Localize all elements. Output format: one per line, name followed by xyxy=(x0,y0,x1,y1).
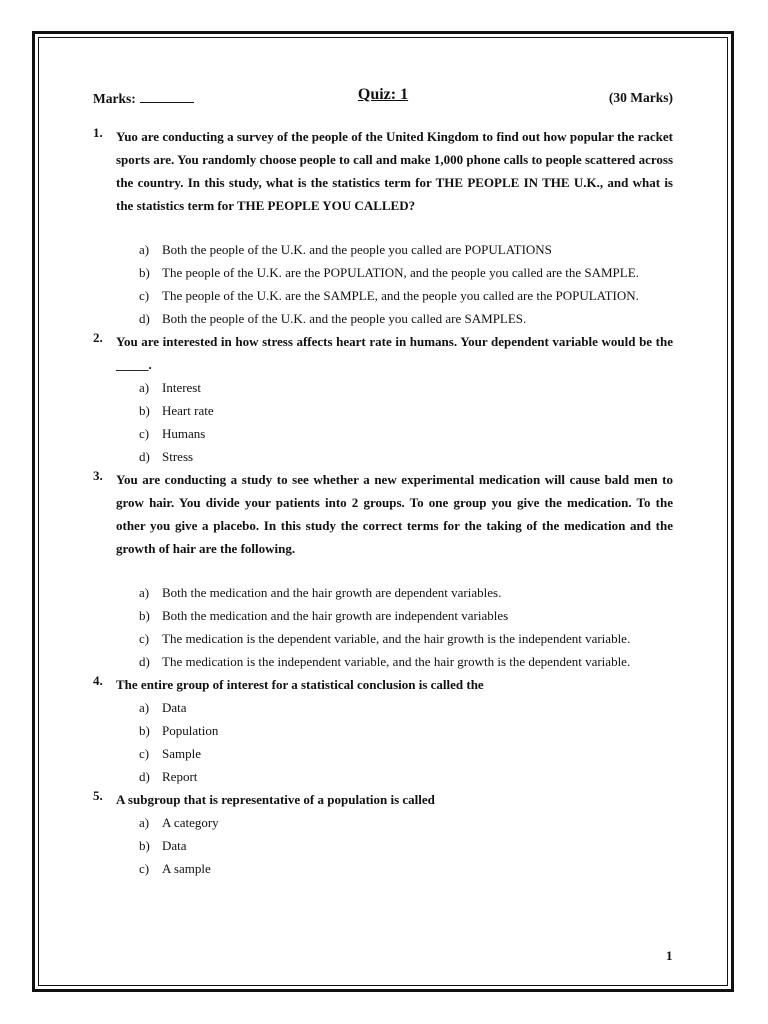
question-3 xyxy=(93,468,673,673)
question-number: 1. xyxy=(93,125,103,140)
answer-option xyxy=(116,811,673,834)
question-1 xyxy=(93,125,673,330)
answer-option xyxy=(116,765,673,788)
quiz-content xyxy=(93,86,673,880)
option-text: A category xyxy=(162,815,219,830)
option-text: Both the medication and the hair growth are dependent variables. xyxy=(162,585,502,600)
option-letter: a) xyxy=(139,242,150,257)
option-text: Sample xyxy=(162,746,201,761)
answer-option xyxy=(116,834,673,857)
question-text: The entire group of interest for a statistical conclusion is called the xyxy=(116,677,484,692)
option-letter: b) xyxy=(139,723,150,738)
question-4 xyxy=(93,673,673,788)
marks-label: Marks: xyxy=(93,91,136,106)
question-5 xyxy=(93,788,673,880)
question-number: 4. xyxy=(93,673,103,688)
answer-option xyxy=(116,422,673,445)
option-text: Both the medication and the hair growth are independent variables xyxy=(162,608,509,623)
option-letter: b) xyxy=(139,608,150,623)
quiz-header xyxy=(93,86,673,112)
answer-option xyxy=(116,261,673,284)
answer-options xyxy=(116,581,673,673)
option-letter: a) xyxy=(139,380,150,395)
option-text: Both the people of the U.K. and the people you called are POPULATIONS xyxy=(162,242,552,257)
answer-option xyxy=(116,376,673,399)
answer-options xyxy=(116,811,673,880)
option-letter: c) xyxy=(139,288,150,303)
answer-option xyxy=(116,719,673,742)
option-text: The medication is the dependent variable, and the hair growth is the independent variable. xyxy=(162,631,631,646)
option-text: Data xyxy=(162,838,187,853)
question-text: You are conducting a study to see whether a new experimental medication will cause bald men to grow hair. You divide your patients into 2 groups. To one group you give the medication. To the other you give a placebo. In this study the correct terms for the taking of the medication and the growth of hair are the following. xyxy=(116,472,673,556)
question-text: Yuo are conducting a survey of the people of the United Kingdom to find out how popular the racket sports are. You randomly choose people to call and make 1,000 phone calls to people scattered across the country. In this study, what is the statistics term for THE PEOPLE IN THE U.K., and what is the statistics term for THE PEOPLE YOU CALLED? xyxy=(116,129,673,213)
option-letter: c) xyxy=(139,861,150,876)
option-letter: c) xyxy=(139,426,150,441)
option-text: Data xyxy=(162,700,187,715)
question-number: 5. xyxy=(93,788,103,803)
question-2 xyxy=(93,330,673,468)
option-letter: a) xyxy=(139,700,150,715)
option-text: The people of the U.K. are the SAMPLE, and the people you called are the POPULATION. xyxy=(162,288,639,303)
option-letter: b) xyxy=(139,265,150,280)
option-text: Heart rate xyxy=(162,403,214,418)
option-letter: d) xyxy=(139,654,150,669)
answer-option xyxy=(116,581,673,604)
option-text: Interest xyxy=(162,380,201,395)
question-text: A subgroup that is representative of a population is called xyxy=(116,792,435,807)
answer-option xyxy=(116,445,673,468)
option-letter: c) xyxy=(139,631,150,646)
option-letter: a) xyxy=(139,585,150,600)
option-letter: b) xyxy=(139,838,150,853)
answer-option xyxy=(116,604,673,627)
answer-option xyxy=(116,857,673,880)
option-text: The people of the U.K. are the POPULATION, and the people you called are the SAMPLE. xyxy=(162,265,639,280)
answer-option xyxy=(116,696,673,719)
answer-options xyxy=(116,696,673,788)
question-number: 2. xyxy=(93,330,103,345)
question-number: 3. xyxy=(93,468,103,483)
option-letter: d) xyxy=(139,311,150,326)
question-text: You are interested in how stress affects heart rate in humans. Your dependent variable would be the _____. xyxy=(116,334,673,372)
option-letter: d) xyxy=(139,769,150,784)
page-number: 1 xyxy=(666,948,673,963)
option-letter: b) xyxy=(139,403,150,418)
quiz-title: Quiz: 1 xyxy=(357,86,409,103)
option-letter: d) xyxy=(139,449,150,464)
option-text: Stress xyxy=(162,449,194,464)
total-marks: (30 Marks) xyxy=(608,90,673,105)
answer-options xyxy=(116,376,673,468)
answer-option xyxy=(116,307,673,330)
answer-options xyxy=(116,238,673,330)
option-text: Report xyxy=(162,769,198,784)
answer-option xyxy=(116,742,673,765)
option-text: Population xyxy=(162,723,219,738)
option-letter: c) xyxy=(139,746,150,761)
answer-option xyxy=(116,238,673,261)
answer-option xyxy=(116,650,673,673)
answer-option xyxy=(116,627,673,650)
option-text: Both the people of the U.K. and the people you called are SAMPLES. xyxy=(162,311,527,326)
option-text: The medication is the independent variable, and the hair growth is the dependent variable. xyxy=(162,654,631,669)
option-text: A sample xyxy=(162,861,211,876)
option-text: Humans xyxy=(162,426,206,441)
answer-option xyxy=(116,284,673,307)
option-letter: a) xyxy=(139,815,150,830)
answer-option xyxy=(116,399,673,422)
